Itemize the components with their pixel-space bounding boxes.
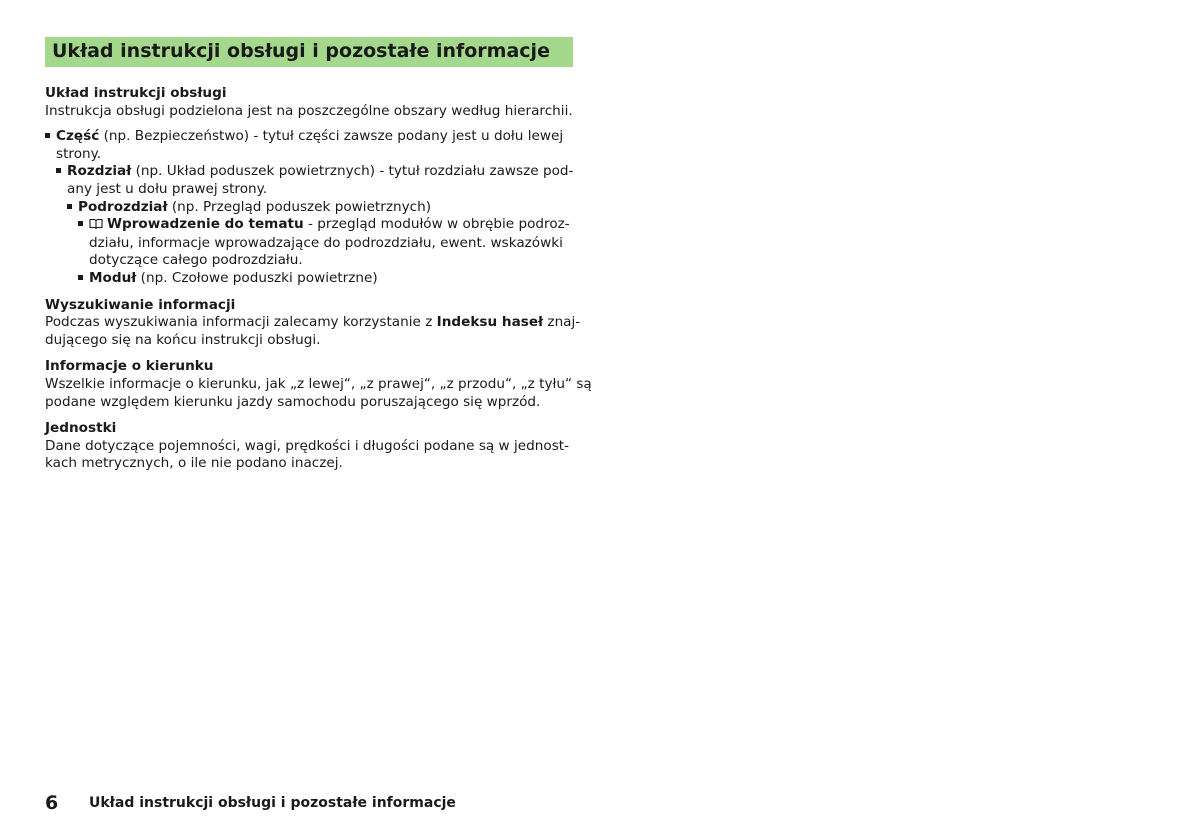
page-footer bbox=[45, 792, 456, 814]
item-text: - przegląd modułów w obrębie podroz- bbox=[303, 216, 570, 233]
list-item-podrozdzial bbox=[45, 199, 575, 217]
section-layout bbox=[45, 85, 575, 288]
paragraph-line: Wszelkie informacje o kierunku, jak „z lewej“, „z prawej“, „z przodu“, „z tyłu“ są bbox=[45, 375, 592, 392]
section-heading: Układ instrukcji obsługi bbox=[45, 85, 227, 101]
section-search bbox=[45, 296, 581, 350]
item-continuation: strony. bbox=[56, 145, 102, 162]
bullet-icon bbox=[78, 275, 83, 280]
page-number: 6 bbox=[45, 792, 59, 814]
footer-title: Układ instrukcji obsługi i pozostałe informacje bbox=[89, 795, 456, 811]
bullet-icon bbox=[56, 168, 61, 173]
list-item-czesc bbox=[45, 128, 575, 163]
bullet-icon bbox=[67, 204, 72, 209]
bullet-icon bbox=[78, 221, 83, 226]
open-book-icon bbox=[89, 217, 103, 235]
hierarchy-list bbox=[45, 128, 575, 287]
item-text: (np. Przegląd poduszek powietrznych) bbox=[167, 198, 432, 215]
paragraph-line: podane względem kierunku jazdy samochodu poruszającego się wprzód. bbox=[45, 393, 541, 410]
item-text: (np. Bezpieczeństwo) - tytuł części zawsze podany jest u dołu lewej bbox=[99, 128, 564, 145]
section-heading: Informacje o kierunku bbox=[45, 358, 214, 375]
page-title: Układ instrukcji obsługi i pozostałe informacje bbox=[45, 37, 573, 67]
section-heading: Jednostki bbox=[45, 420, 117, 437]
term-modul: Moduł bbox=[89, 269, 137, 286]
item-text: (np. Czołowe poduszki powietrzne) bbox=[136, 269, 378, 286]
term-czesc: Część bbox=[56, 128, 100, 145]
paragraph-line: Dane dotyczące pojemności, wagi, prędkości i długości podane są w jednost- bbox=[45, 437, 570, 454]
section-direction bbox=[45, 358, 592, 411]
paragraph-line: kach metrycznych, o ile nie podano inaczej. bbox=[45, 455, 343, 472]
section-heading: Wyszukiwanie informacji bbox=[45, 296, 236, 313]
list-item-modul bbox=[45, 270, 575, 288]
term-wprowadzenie: Wprowadzenie do tematu bbox=[107, 216, 304, 233]
paragraph-line bbox=[45, 314, 581, 332]
item-text: (np. Układ poduszek powietrznych) - tytuł rozdziału zawsze pod- bbox=[131, 163, 574, 180]
term-rozdzial: Rozdział bbox=[67, 163, 132, 180]
index-term: Indeksu haseł bbox=[436, 314, 544, 331]
item-continuation: any jest u dołu prawej strony. bbox=[67, 180, 268, 197]
bullet-icon bbox=[45, 133, 50, 138]
term-podrozdzial: Podrozdział bbox=[78, 198, 168, 215]
text-span: Podczas wyszukiwania informacji zalecamy korzystanie z bbox=[45, 314, 437, 331]
list-item-rozdzial bbox=[45, 163, 575, 198]
item-continuation: działu, informacje wprowadzające do podrozdziału, ewent. wskazówki bbox=[89, 234, 563, 251]
section-units bbox=[45, 420, 575, 473]
paragraph-line: dującego się na końcu instrukcji obsługi. bbox=[45, 331, 321, 348]
list-item-wprowadzenie bbox=[45, 216, 575, 270]
paragraph-line: Instrukcja obsługi podzielona jest na poszczególne obszary według hierarchii. bbox=[45, 102, 573, 119]
main-content bbox=[45, 85, 592, 482]
item-continuation: dotyczące całego podrozdziału. bbox=[89, 252, 303, 269]
text-span: znaj- bbox=[543, 314, 581, 331]
